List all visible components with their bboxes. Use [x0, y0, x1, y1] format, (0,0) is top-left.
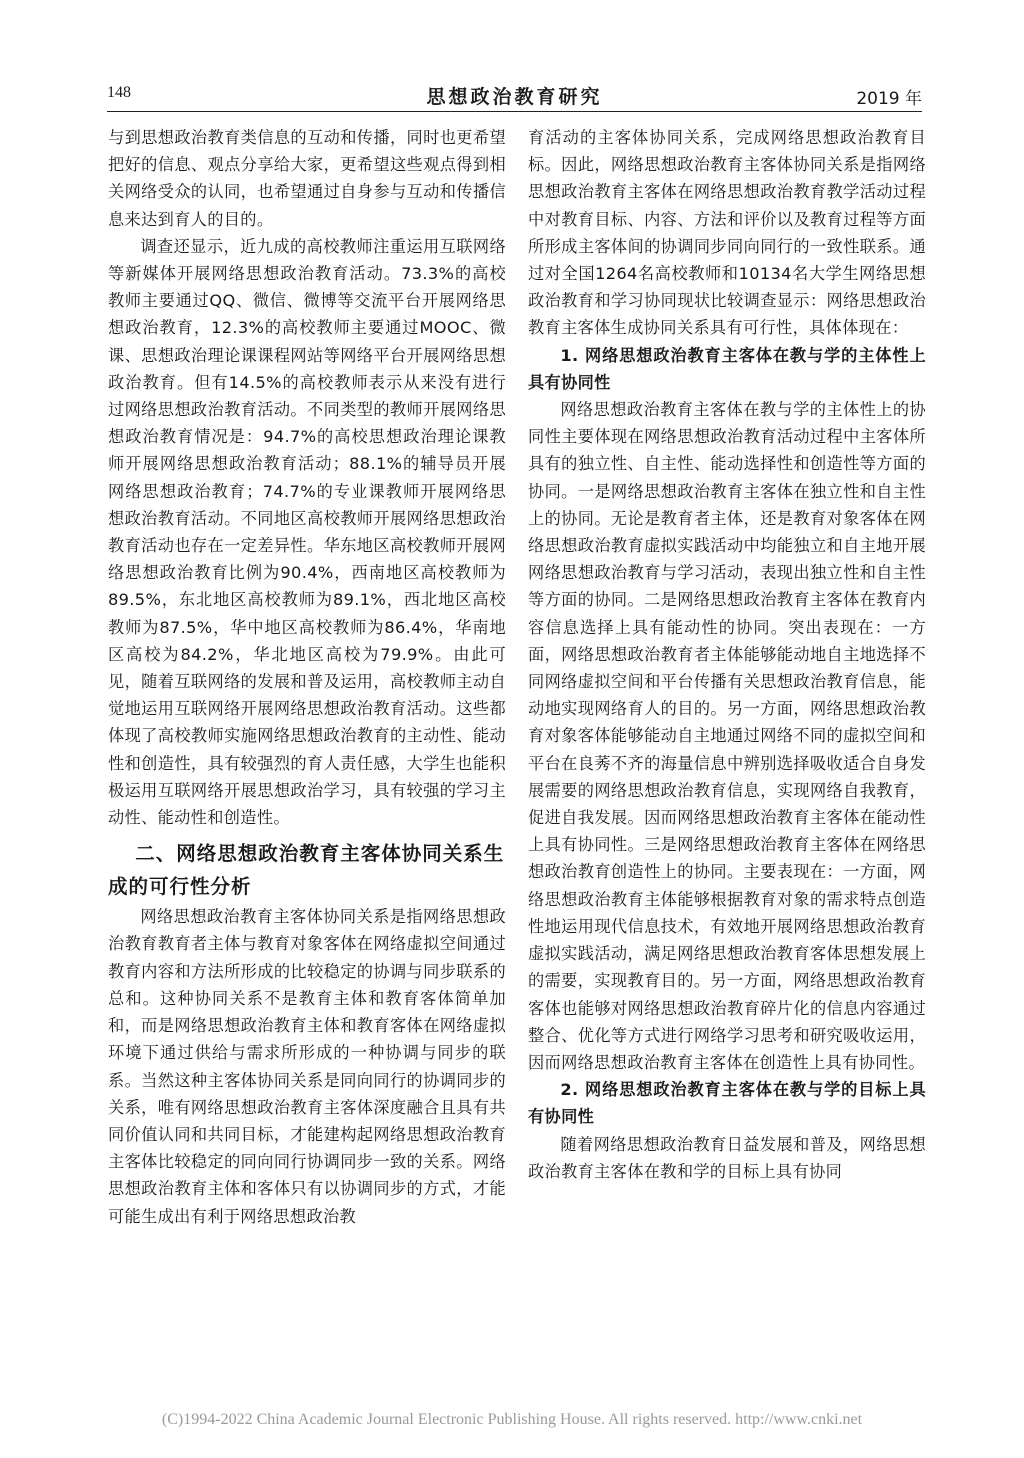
right-column — [528, 124, 926, 1185]
journal-title: 思想政治教育研究 — [426, 86, 603, 108]
subsection-heading: 2. 网络思想政治教育主客体在教与学的目标上具有协同性 — [528, 1080, 926, 1127]
paragraph: 调查还显示，近九成的高校教师注重运用互联网络等新媒体开展网络思想政治教育活动。73.3%的高校教师主要通过QQ、微信、微博等交流平台开展网络思想政治教育，12.3%的高校教师主要通过MOOC、微课、思想政治理论课课程网站等网络平台开展网络思想政治教育。但有14.5%的高校教师表示从来没有进行过网络思想政治教育活动。不同类型的教师开展网络思想政治教育情况是：94.7%的高校思想政治理论课教师开展网络思想政治教育活动；88.1%的辅导员开展网络思想政治教育；74.7%的专业课教师开展网络思想政治教育活动。不同地区高校教师开展网络思想政治教育活动也存在一定差异性。华东地区高校教师开展网络思想政治教育比例为90.4%，西南地区高校教师为89.5%，东北地区高校教师为89.1%，西北地区高校教师为87.5%，华中地区高校教师为86.4%，华南地区高校为84.2%，华北地区高校为79.9%。由此可见，随着互联网络的发展和普及运用，高校教师主动自觉地运用互联网络开展网络思想政治教育活动。这些都体现了高校教师实施网络思想政治教育的主动性、能动性和创造性，具有较强烈的育人责任感，大学生也能积极运用互联网络开展思想政治学习，具有较强的学习主动性、能动性和创造性。 — [108, 236, 506, 828]
left-column — [108, 124, 506, 1230]
header-rule — [107, 111, 922, 112]
page-header — [107, 80, 922, 110]
paragraph: 网络思想政治教育主客体在教与学的主体性上的协同性主要体现在网络思想政治教育活动过程中主客体所具有的独立性、自主性、能动选择性和创造性等方面的协同。一是网络思想政治教育主客体在独立性和自主性上的协同。无论是教育者主体，还是教育对象客体在网络思想政治教育虚拟实践活动中均能独立和自主地开展网络思想政治教育与学习活动，表现出独立性和自主性等方面的协同。二是网络思想政治教育主客体在教育内容信息选择上具有能动性的协同。突出表现在：一方面，网络思想政治教育者主体能够能动地自主地选择不同网络虚拟空间和平台传播有关思想政治教育信息，能动地实现网络育人的目的。另一方面，网络思想政治教育对象客体能够能动自主地通过网络不同的虚拟空间和平台在良莠不齐的海量信息中辨别选择吸收适合自身发展需要的网络思想政治教育信息，实现网络自我教育，促进自我发展。因而网络思想政治教育主客体在能动性上具有协同性。三是网络思想政治教育主客体在网络思想政治教育创造性上的协同。主要表现在：一方面，网络思想政治教育主体能够根据教育对象的需求特点创造性地运用现代信息技术，有效地开展网络思想政治教育虚拟实践活动，满足网络思想政治教育客体思想发展上的需要，实现教育目的。另一方面，网络思想政治教育客体也能够对网络思想政治教育碎片化的信息内容通过整合、优化等方式进行网络学习思考和研究吸收运用，因而网络思想政治教育主客体在创造性上具有协同性。 — [528, 400, 926, 1072]
publication-year: 2019 年 — [856, 89, 922, 109]
subsection-heading: 1. 网络思想政治教育主客体在教与学的主体性上具有协同性 — [528, 345, 926, 392]
section-heading: 二、网络思想政治教育主客体协同关系生成的可行性分析 — [108, 842, 505, 899]
paragraph: 网络思想政治教育主客体协同关系是指网络思想政治教育教育者主体与教育对象客体在网络虚拟空间通过教育内容和方法所形成的比较稳定的协调与同步联系的总和。这种协同关系不是教育主体和教育客体简单加和，而是网络思想政治教育主体和教育客体在网络虚拟环境下通过供给与需求所形成的一种协调与同步的联系。当然这种主客体协同关系是同向同行的协调同步的关系，唯有网络思想政治教育主客体深度融合且具有共同价值认同和共同目标，才能建构起网络思想政治教育主客体比较稳定的同向同行协调同步一致的关系。网络思想政治教育主体和客体只有以协调同步的方式，才能可能生成出有利于网络思想政治教 — [108, 907, 506, 1226]
paragraph: 随着网络思想政治教育日益发展和普及，网络思想政治教育主客体在教和学的目标上具有协同 — [528, 1134, 926, 1181]
paragraph: 与到思想政治教育类信息的互动和传播，同时也更希望把好的信息、观点分享给大家，更希望这些观点得到相关网络受众的认同，也希望通过自身参与互动和传播信息来达到育人的目的。 — [108, 128, 506, 229]
page-number: 148 — [107, 84, 131, 101]
paragraph: 育活动的主客体协同关系，完成网络思想政治教育目标。因此，网络思想政治教育主客体协同关系是指网络思想政治教育主客体在网络思想政治教育教学活动过程中对教育目标、内容、方法和评价以及教育过程等方面所形成主客体间的协调同步同向同行的一致性联系。通过对全国1264名高校教师和10134名大学生网络思想政治教育和学习协同现状比较调查显示：网络思想政治教育主客体生成协同关系具有可行性，具体体现在： — [528, 128, 926, 338]
copyright-footer: (C)1994-2022 China Academic Journal Electronic Publishing House. All rights reserved. http://www.cnki.net — [161, 1411, 863, 1428]
